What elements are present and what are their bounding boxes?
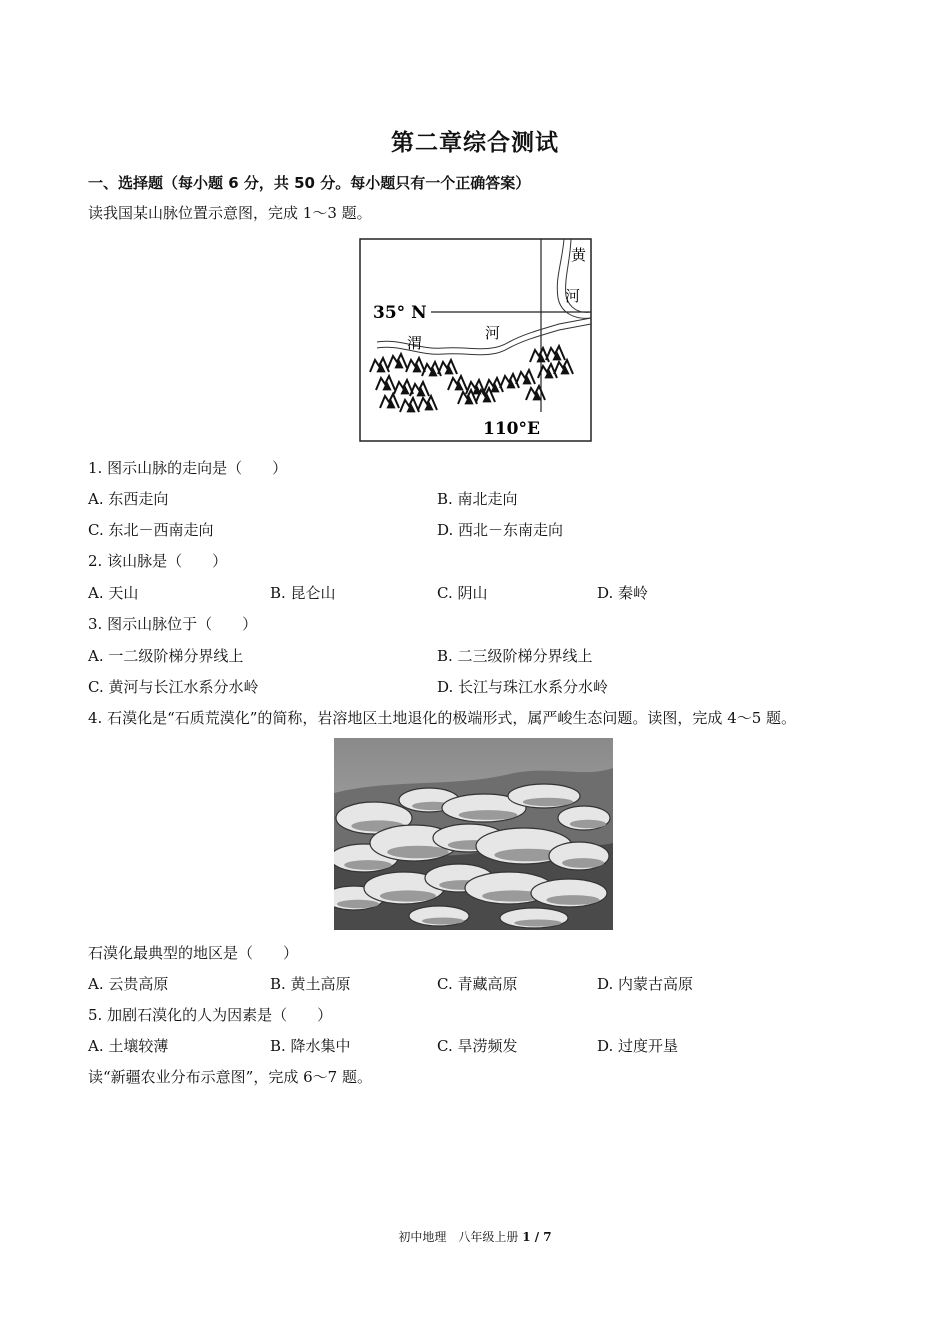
- q1-option-c: C. 东北－西南走向: [88, 521, 214, 539]
- question-3-stem: 3. 图示山脉位于（ ）: [88, 615, 258, 633]
- mountain-location-map: [359, 238, 592, 442]
- q2-option-a: A. 天山: [88, 584, 139, 602]
- q5-option-d: D. 过度开垦: [597, 1037, 679, 1055]
- q3-option-d: D. 长江与珠江水系分水岭: [437, 678, 609, 696]
- longitude-label: 110°E: [483, 419, 540, 439]
- q4-option-d: D. 内蒙古高原: [597, 975, 694, 993]
- q3-option-a: A. 一二级阶梯分界线上: [88, 647, 244, 665]
- q4-option-c: C. 青藏高原: [437, 975, 518, 993]
- rocky-desertification-photo: [334, 738, 613, 930]
- q1-option-b: B. 南北走向: [437, 490, 518, 508]
- intro-text: 读我国某山脉位置示意图，完成 1～3 题。: [88, 204, 372, 222]
- page-title: 第二章综合测试: [391, 130, 559, 156]
- q2-option-d: D. 秦岭: [597, 584, 649, 602]
- page-number: 1 / 7: [522, 1230, 552, 1244]
- q2-option-c: C. 阴山: [437, 584, 488, 602]
- question-2-stem: 2. 该山脉是（ ）: [88, 552, 228, 570]
- q5-option-a: A. 土壤较薄: [88, 1037, 169, 1055]
- q4-option-b: B. 黄土高原: [270, 975, 351, 993]
- yellow-river-char-2: 河: [565, 287, 581, 305]
- question-4-intro: 4. 石漠化是“石质荒漠化”的简称，岩溶地区土地退化的极端形式，属严峻生态问题。读图，完成 4～5 题。: [88, 709, 797, 727]
- q1-option-d: D. 西北－东南走向: [437, 521, 564, 539]
- q4-option-a: A. 云贵高原: [88, 975, 169, 993]
- q5-option-b: B. 降水集中: [270, 1037, 351, 1055]
- question-1-stem: 1. 图示山脉的走向是（ ）: [88, 459, 288, 477]
- question-5-stem: 5. 加剧石漠化的人为因素是（ ）: [88, 1006, 333, 1024]
- footer-text: 初中地理 八年级上册: [398, 1230, 519, 1244]
- section-heading: 一、选择题（每小题 6 分，共 50 分。每小题只有一个正确答案）: [88, 174, 531, 192]
- q5-option-c: C. 旱涝频发: [437, 1037, 518, 1055]
- q1-option-a: A. 东西走向: [88, 490, 169, 508]
- wei-river-char-1: 渭: [407, 334, 423, 352]
- q3-option-b: B. 二三级阶梯分界线上: [437, 647, 593, 665]
- q3-option-c: C. 黄河与长江水系分水岭: [88, 678, 259, 696]
- question-4-stem: 石漠化最典型的地区是（ ）: [88, 944, 299, 962]
- q2-option-b: B. 昆仑山: [270, 584, 336, 602]
- wei-river-char-2: 河: [485, 324, 501, 342]
- page-footer: [0, 1228, 950, 1245]
- yellow-river-char-1: 黄: [571, 246, 587, 264]
- latitude-label: 35° N: [373, 303, 427, 323]
- intro-6-7: 读“新疆农业分布示意图”，完成 6～7 题。: [88, 1068, 372, 1086]
